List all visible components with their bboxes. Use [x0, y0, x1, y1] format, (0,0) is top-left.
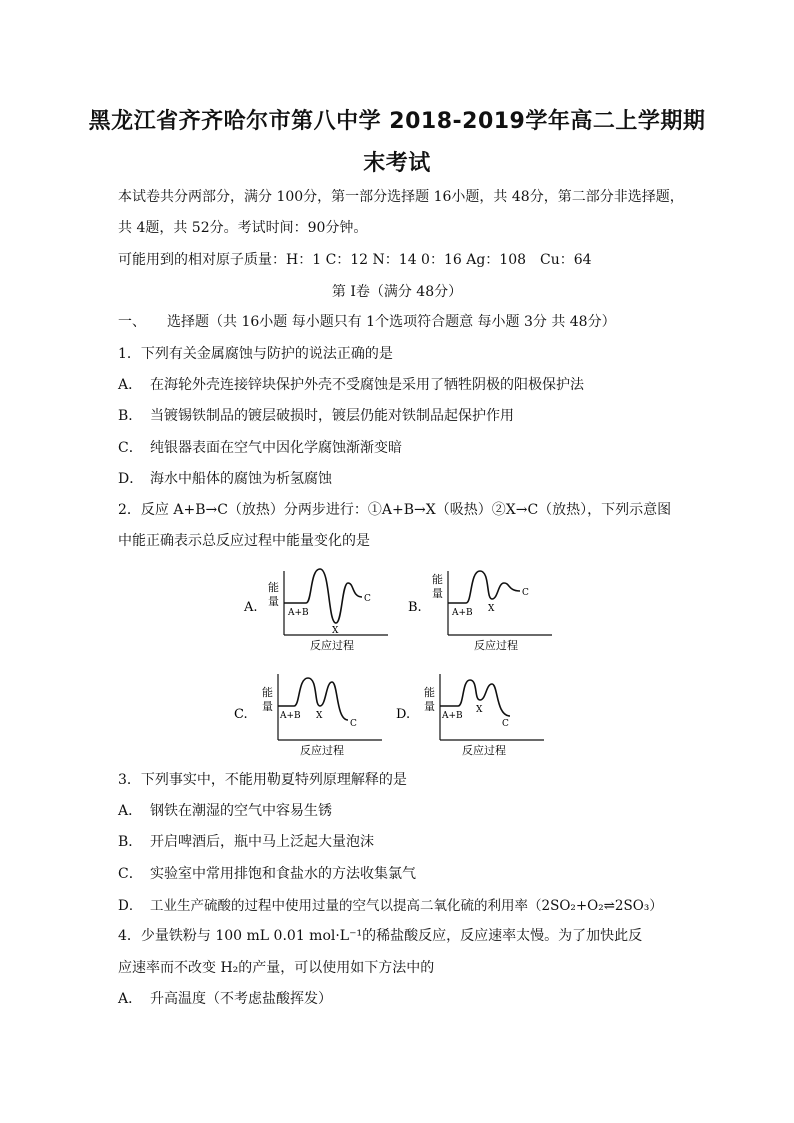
q1-option-b — [118, 405, 514, 425]
reactant-label: A+B — [280, 711, 301, 721]
option-text: 实验室中常用排饱和食盐水的方法收集氯气 — [150, 866, 416, 882]
document-title-line2: 末考试 — [363, 151, 431, 176]
x-axis-label: 反应过程 — [474, 639, 518, 652]
option-key: A． — [118, 803, 143, 819]
y-axis-label-1: 能 — [262, 686, 273, 699]
atomic-mass-line: 可能用到的相对原子质量：H：1 C：12 N：14 0：16 Ag：108 Cu：64 — [118, 252, 592, 268]
q4-stem-line2: 应速率而不改变 H₂的产量，可以使用如下方法中的 — [118, 960, 435, 976]
y-axis-label-1: 能 — [432, 573, 443, 586]
option-text: 钢铁在潮湿的空气中容易生锈 — [150, 803, 332, 819]
option-key: C． — [118, 866, 143, 882]
q1-stem: 1．下列有关金属腐蚀与防护的说法正确的是 — [118, 346, 393, 362]
option-text: 开启啤酒后，瓶中马上泛起大量泡沫 — [150, 834, 374, 850]
x-axis-label: 反应过程 — [462, 744, 506, 757]
y-axis-label-1: 能 — [424, 686, 435, 699]
intermediate-label: X — [316, 711, 323, 721]
y-axis-label-2: 量 — [432, 587, 443, 600]
q3-option-c — [118, 863, 416, 883]
product-label: C — [364, 594, 371, 604]
option-text: 升高温度（不考虑盐酸挥发） — [150, 991, 332, 1007]
intermediate-label: X — [476, 705, 483, 715]
option-key: D． — [118, 898, 143, 914]
intro-line2: 共 4题，共 52分。考试时间：90分钟。 — [118, 220, 368, 236]
q4-stem-line1: 4．少量铁粉与 100 mL 0.01 mol·L⁻¹的稀盐酸反应，反应速率太慢。为了加快此反 — [118, 928, 643, 944]
intro-line1: 本试卷共分两部分，满分 100分，第一部分选择题 16小题，共 48分，第二部分非选择题， — [118, 189, 684, 205]
product-label: C — [350, 719, 357, 729]
option-key: C． — [118, 440, 143, 456]
q3-stem: 3．下列事实中，不能用勒夏特列原理解释的是 — [118, 772, 407, 788]
product-label: C — [522, 588, 529, 598]
q4-option-a — [118, 988, 332, 1008]
option-key: B． — [118, 834, 143, 850]
intermediate-label: X — [332, 626, 339, 636]
q2-stem-line2: 中能正确表示总反应过程中能量变化的是 — [118, 533, 370, 549]
y-axis-label-1: 能 — [268, 581, 279, 594]
option-key: B． — [118, 408, 143, 424]
intermediate-label: X — [488, 604, 495, 614]
section-title: 一、 选择题（共 16小题 每小题只有 1个选项符合题意 每小题 3分 共 48分） — [118, 314, 616, 330]
q2-stem-line1: 2．反应 A+B→C（放热）分两步进行：①A+B→X（吸热）②X→C（放热），下列示意图 — [118, 502, 672, 518]
option-letter: D. — [396, 707, 411, 722]
option-text: 在海轮外壳连接锌块保护外壳不受腐蚀是采用了牺牲阴极的阳极保护法 — [150, 377, 584, 393]
document-title-line1: 黑龙江省齐齐哈尔市第八中学 2018-2019学年高二上学期期 — [88, 109, 706, 134]
reactant-label: A+B — [442, 711, 463, 721]
option-letter: A. — [244, 600, 258, 615]
option-letter: C. — [234, 707, 248, 722]
y-axis-label-2: 量 — [262, 700, 273, 713]
x-axis-label: 反应过程 — [310, 639, 354, 652]
energy-curve — [448, 571, 520, 603]
option-text: 海水中船体的腐蚀为析氢腐蚀 — [150, 471, 332, 487]
q1-option-a — [118, 374, 584, 394]
option-text: 工业生产硫酸的过程中使用过量的空气以提高二氧化硫的利用率（2SO₂+O₂⇌2SO₃） — [150, 898, 663, 914]
option-key: A． — [118, 991, 143, 1007]
option-key: A． — [118, 377, 143, 393]
x-axis-label: 反应过程 — [300, 744, 344, 757]
q3-option-b — [118, 831, 374, 851]
reactant-label: A+B — [288, 608, 309, 618]
energy-diagram-d — [394, 668, 554, 760]
product-label: C — [502, 719, 509, 729]
option-key: D． — [118, 471, 144, 487]
option-letter: B. — [408, 600, 422, 615]
part-title: 第 I卷（满分 48分） — [331, 284, 463, 300]
y-axis-label-2: 量 — [268, 595, 279, 608]
energy-diagram-a — [238, 565, 398, 655]
option-text: 纯银器表面在空气中因化学腐蚀渐渐变暗 — [150, 440, 402, 456]
reactant-label: A+B — [452, 608, 473, 618]
y-axis-label-2: 量 — [424, 700, 435, 713]
option-text: 当镀锡铁制品的镀层破损时，镀层仍能对铁制品起保护作用 — [150, 408, 514, 424]
energy-diagram-b — [402, 565, 562, 655]
q3-option-d — [118, 894, 663, 914]
q1-option-d — [118, 468, 332, 488]
q1-option-c — [118, 437, 402, 457]
energy-diagram-c — [232, 668, 392, 760]
q3-option-a — [118, 800, 332, 820]
